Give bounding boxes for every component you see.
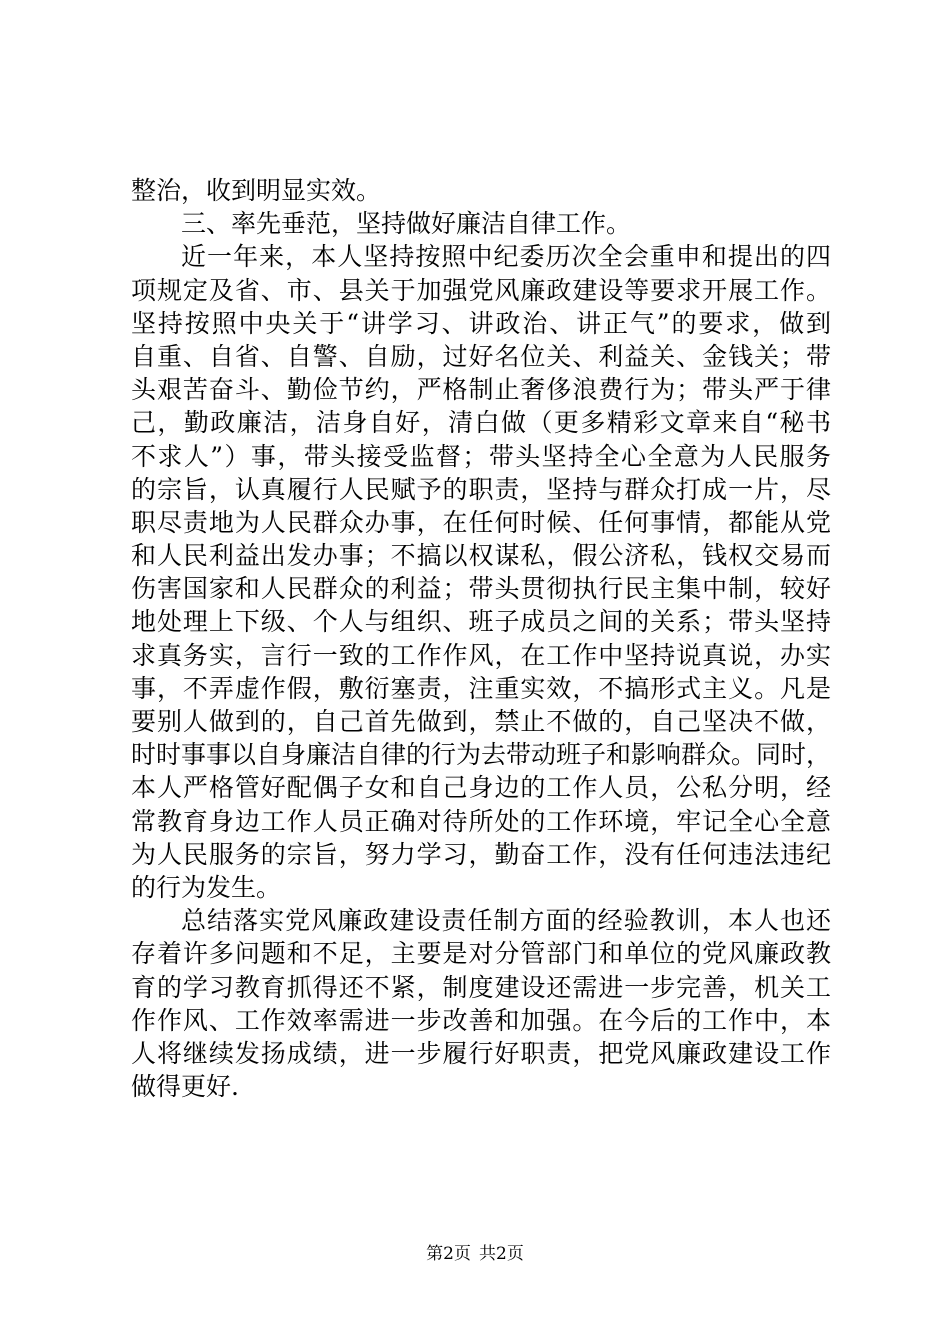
text-line: 时时事事以自身廉洁自律的行为去带动班子和影响群众。同时， — [131, 740, 832, 770]
text-line: 近一年来，本人坚持按照中纪委历次全会重申和提出的四 — [181, 242, 831, 272]
text-line: 求真务实，言行一致的工作作风，在工作中坚持说真说，办实 — [131, 640, 831, 670]
text-line: 做得更好. — [131, 1072, 239, 1102]
text-line: 职尽责地为人民群众办事，在任何时候、任何事情，都能从党 — [131, 507, 831, 537]
text-line: 三、率先垂范，坚持做好廉洁自律工作。 — [181, 209, 632, 239]
text-line: 总结落实党风廉政建设责任制方面的经验教训，本人也还 — [181, 906, 831, 936]
text-line: 和人民利益出发办事；不搞以权谋私，假公济私，钱权交易而 — [131, 541, 831, 571]
text-line: 事，不弄虚作假，敷衍塞责，注重实效，不搞形式主义。凡是 — [131, 673, 831, 703]
text-line: 项规定及省、市、县关于加强党风廉政建设等要求开展工作。 — [131, 275, 831, 305]
text-line: 的行为发生。 — [131, 872, 282, 902]
text-line: 坚持按照中央关于“讲学习、讲政治、讲正气”的要求，做到 — [131, 308, 831, 338]
text-line: 作作风、工作效率需进一步改善和加强。在今后的工作中，本 — [131, 1005, 831, 1035]
text-line: 要别人做到的，自己首先做到，禁止不做的，自己坚决不做， — [131, 707, 831, 736]
text-line: 为人民服务的宗旨，努力学习，勤奋工作，没有任何违法违纪 — [131, 839, 831, 869]
text-line: 伤害国家和人民群众的利益；带头贯彻执行民主集中制，较好 — [131, 574, 831, 604]
text-line: 的宗旨，认真履行人民赋予的职责，坚持与群众打成一片，尽 — [131, 474, 831, 504]
text-line: 自重、自省、自警、自励，过好名位关、利益关、金钱关；带 — [131, 341, 831, 371]
page-number: 第2页 — [426, 1244, 471, 1264]
text-line: 整治，收到明显实效。 — [131, 176, 382, 205]
document-body — [131, 174, 831, 1103]
text-line: 人将继续发扬成绩，进一步履行好职责，把党风廉政建设工作 — [131, 1038, 831, 1068]
text-line: 育的学习教育抓得还不紧，制度建设还需进一步完善，机关工 — [131, 972, 831, 1002]
page-footer — [0, 1243, 950, 1265]
page-total: 共2页 — [479, 1244, 524, 1264]
text-line: 常教育身边工作人员正确对待所处的工作环境，牢记全心全意 — [131, 806, 831, 836]
text-line: 本人严格管好配偶子女和自己身边的工作人员，公私分明，经 — [131, 773, 831, 803]
text-line: 地处理上下级、个人与组织、班子成员之间的关系；带头坚持 — [131, 607, 831, 637]
text-line: 不求人”）事，带头接受监督；带头坚持全心全意为人民服务 — [131, 441, 831, 471]
text-line: 存着许多问题和不足，主要是对分管部门和单位的党风廉政教 — [131, 939, 831, 969]
text-line: 己，勤政廉洁，洁身自好，清白做（更多精彩文章来自“秘书 — [131, 408, 831, 438]
text-line: 头艰苦奋斗、勤俭节约，严格制止奢侈浪费行为；带头严于律 — [131, 375, 831, 405]
